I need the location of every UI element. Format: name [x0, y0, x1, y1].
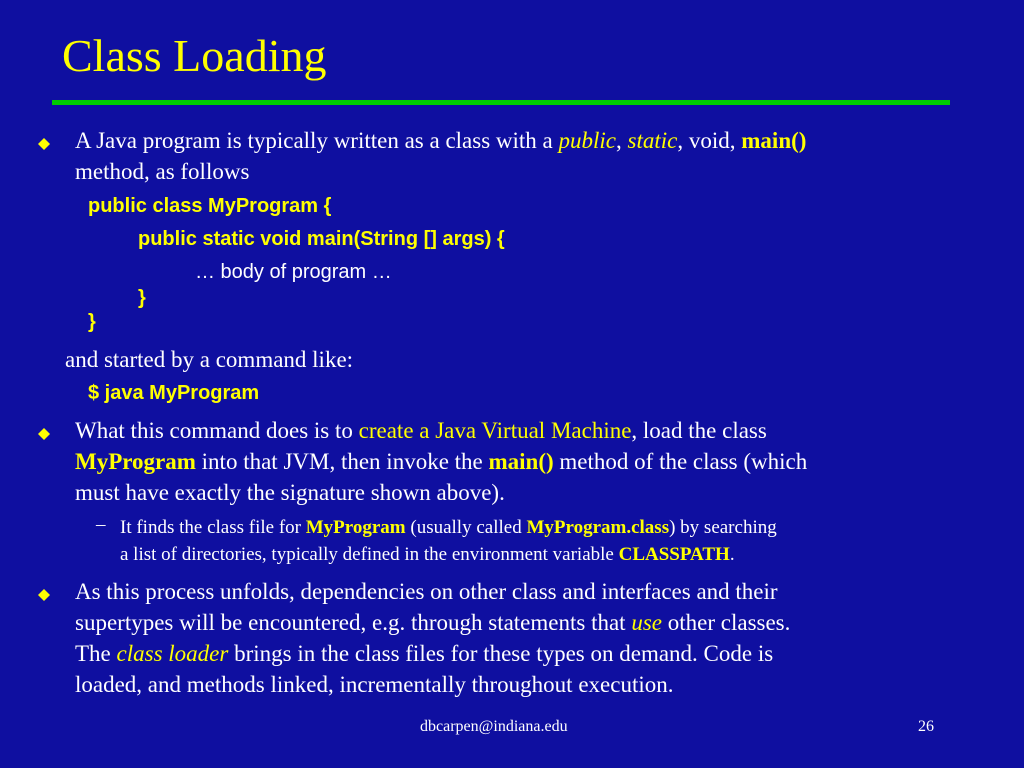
b1-comma: , [616, 128, 628, 153]
b2-text-2: , load the class [631, 418, 767, 443]
use-word: use [631, 610, 662, 635]
bullet-1-line-2: method, as follows [75, 159, 250, 184]
diamond-bullet-icon [38, 589, 50, 601]
bullet-3-line-4: loaded, and methods linked, incrementally throughout execution. [75, 672, 674, 697]
b1-text: A Java program is typically written as a class with a [75, 128, 559, 153]
bullet-2-line-1 [75, 415, 767, 446]
b2-text-4: method of the class (which [553, 449, 808, 474]
main-method: main() [741, 128, 807, 153]
b3-text-4: The [75, 641, 117, 666]
code-line-1: public class MyProgram { [88, 195, 332, 217]
sub-bullet-line-2 [120, 541, 735, 568]
myprogram-name: MyProgram [305, 517, 406, 538]
sub-text-2: (usually called [405, 517, 527, 538]
code-line-5: } [88, 311, 96, 333]
sub-text-4: a list of directories, typically defined in the environment variable [120, 544, 619, 565]
bullet-2-line-3: must have exactly the signature shown above). [75, 480, 505, 505]
dash-bullet-icon: – [96, 514, 106, 535]
diamond-bullet-icon [38, 428, 50, 440]
myprogram-name: MyProgram [75, 449, 196, 474]
slide-title: Class Loading [62, 30, 327, 81]
code-line-4: } [138, 287, 146, 309]
command-line: $ java MyProgram [88, 382, 260, 404]
main-method: main() [488, 449, 554, 474]
b2-text-3: into that JVM, then invoke the [195, 449, 489, 474]
class-file-name: MyProgram.class [526, 517, 670, 538]
classpath-name: CLASSPATH [618, 544, 730, 565]
sub-bullet-line-1 [120, 514, 777, 541]
title-underline [52, 100, 950, 105]
page-number: 26 [918, 718, 934, 735]
bullet-1-line-1 [75, 125, 806, 156]
bullet-3-line-1: As this process unfolds, dependencies on other class and interfaces and their [75, 579, 778, 604]
bullet-3-line-3 [75, 638, 773, 669]
code-line-2: public static void main(String [] args) { [138, 228, 505, 250]
class-loader-phrase: class loader [116, 641, 229, 666]
code-line-3: … body of program … [195, 261, 392, 283]
sub-text-5: . [729, 544, 735, 565]
bullet-2-line-2 [75, 446, 807, 477]
sub-text-1: It finds the class file for [120, 517, 306, 538]
static-keyword: static [627, 128, 678, 153]
b3-text-5: brings in the class files for these types on demand. Code is [228, 641, 774, 666]
jvm-phrase: create a Java Virtual Machine [358, 418, 632, 443]
started-text: and started by a command like: [65, 347, 354, 372]
footer-email: dbcarpen@indiana.edu [420, 718, 568, 735]
sub-text-3: ) by searching [669, 517, 777, 538]
b3-text-2: supertypes will be encountered, e.g. through statements that [75, 610, 632, 635]
b1-void: , void, [677, 128, 742, 153]
diamond-bullet-icon [38, 138, 50, 150]
b2-text: What this command does is to [75, 418, 359, 443]
public-keyword: public [558, 128, 617, 153]
b3-text-3: other classes. [662, 610, 791, 635]
bullet-3-line-2 [75, 607, 790, 638]
